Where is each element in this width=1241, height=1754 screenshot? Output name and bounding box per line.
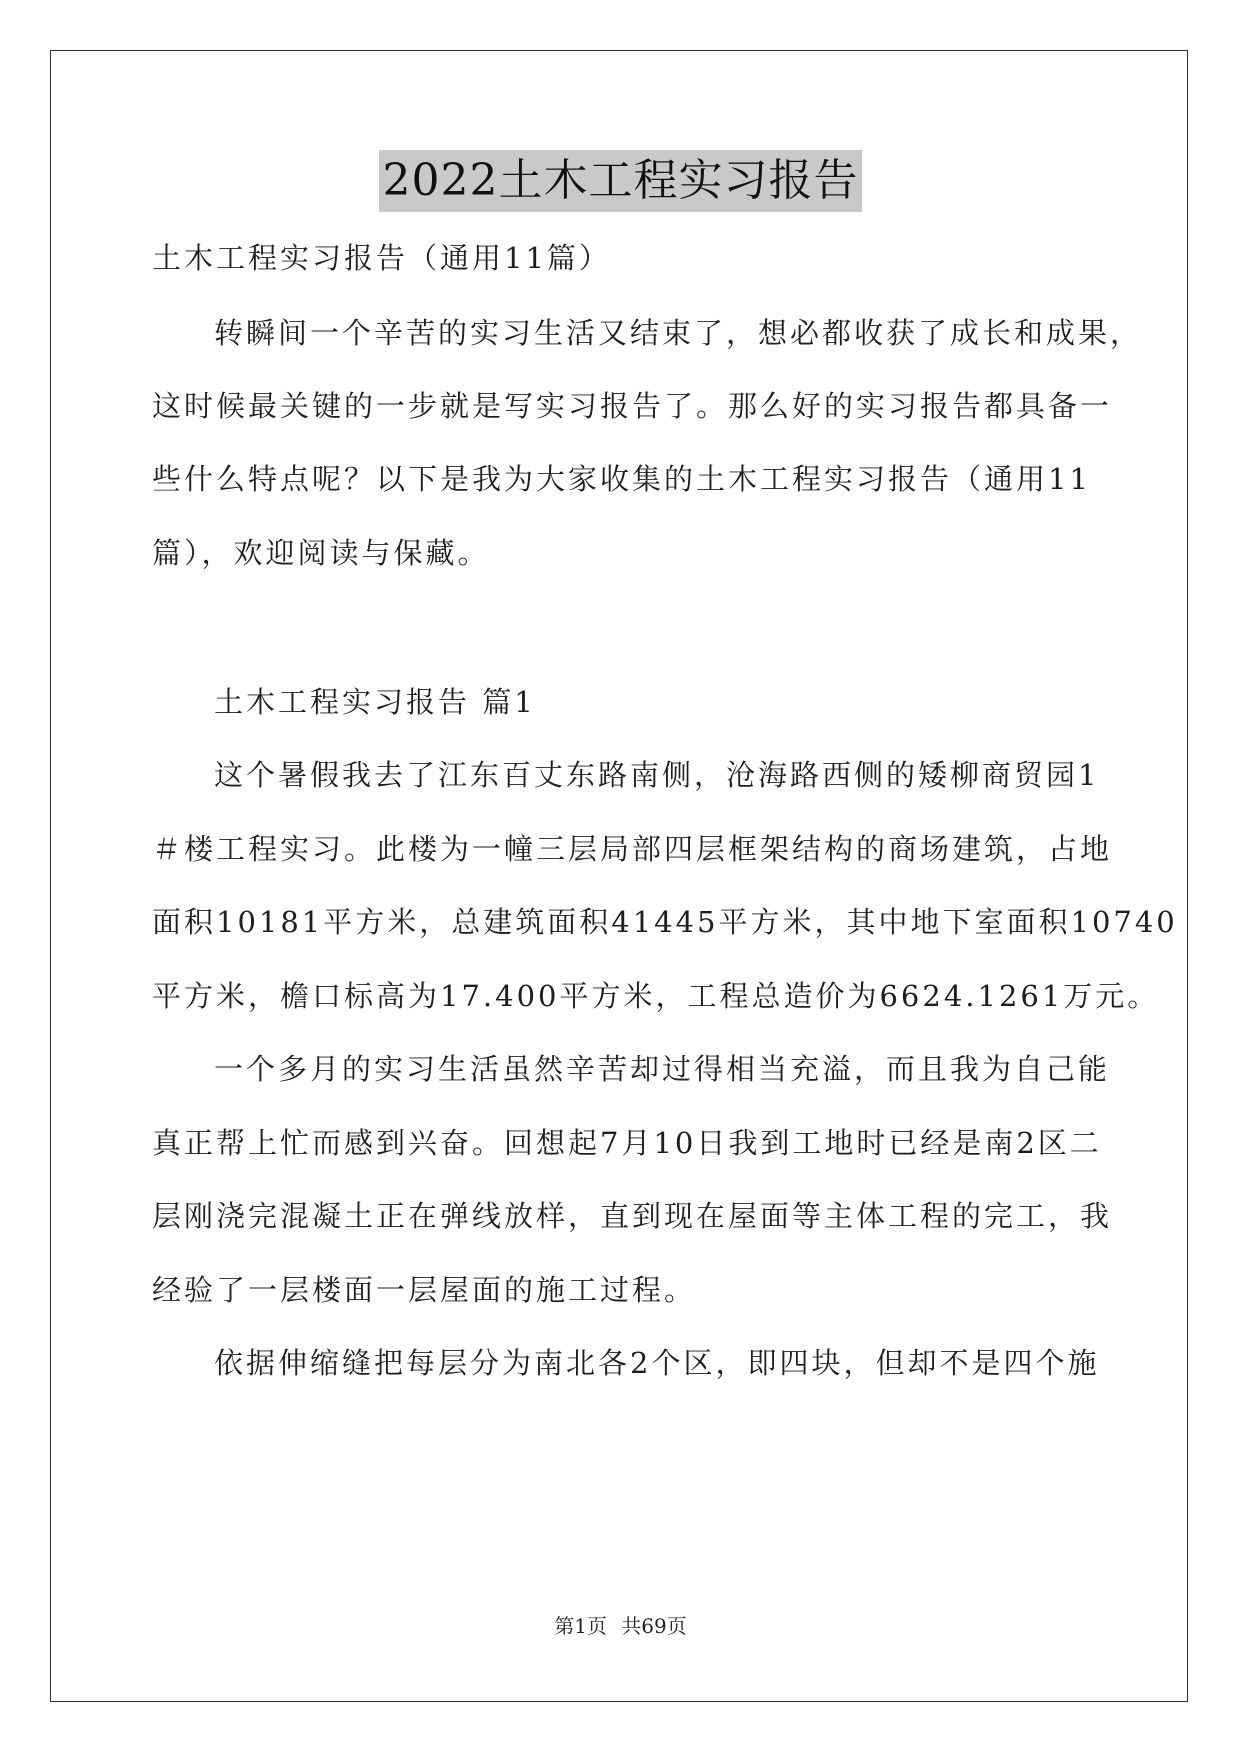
intro-line-1: 转瞬间一个辛苦的实习生活又结束了，想必都收获了成长和成果， <box>214 316 1143 350</box>
document-subtitle: 土木工程实习报告（通用11篇） <box>152 241 611 275</box>
paragraph1-line-2: ＃楼工程实习。此楼为一幢三层局部四层框架结构的商场建筑，占地 <box>152 832 1113 866</box>
title-container <box>0 150 1241 212</box>
paragraph2-line-1: 一个多月的实习生活虽然辛苦却过得相当充溢，而且我为自己能 <box>214 1052 1111 1086</box>
page-total: 共69页 <box>621 1614 687 1638</box>
page-number: 第1页 <box>554 1614 607 1638</box>
page-border <box>50 50 1188 1702</box>
paragraph3-line-1: 依据伸缩缝把每层分为南北各2个区，即四块，但却不是四个施 <box>214 1346 1100 1380</box>
intro-line-3: 些什么特点呢？以下是我为大家收集的土木工程实习报告（通用11 <box>152 462 1091 496</box>
document-title: 2022土木工程实习报告 <box>379 150 863 212</box>
paragraph1-line-1: 这个暑假我去了江东百丈东路南侧，沧海路西侧的矮柳商贸园1 <box>214 758 1100 792</box>
section-heading: 土木工程实习报告 篇1 <box>214 685 536 719</box>
paragraph2-line-2: 真正帮上忙而感到兴奋。回想起7月10日我到工地时已经是南2区二 <box>152 1126 1102 1160</box>
intro-line-4: 篇），欢迎阅读与保藏。 <box>152 536 490 570</box>
paragraph1-line-3: 面积10181平方米，总建筑面积41445平方米，其中地下室面积10740 <box>152 905 1178 939</box>
paragraph2-line-3: 层刚浇完混凝土正在弹线放样，直到现在屋面等主体工程的完工，我 <box>152 1199 1113 1233</box>
page-footer <box>0 1612 1241 1640</box>
intro-line-2: 这时候最关键的一步就是写实习报告了。那么好的实习报告都具备一 <box>152 389 1113 423</box>
paragraph2-line-4: 经验了一层楼面一层屋面的施工过程。 <box>152 1273 697 1307</box>
paragraph1-line-4: 平方米，檐口标高为17.400平方米，工程总造价为6624.1261万元。 <box>152 979 1160 1013</box>
